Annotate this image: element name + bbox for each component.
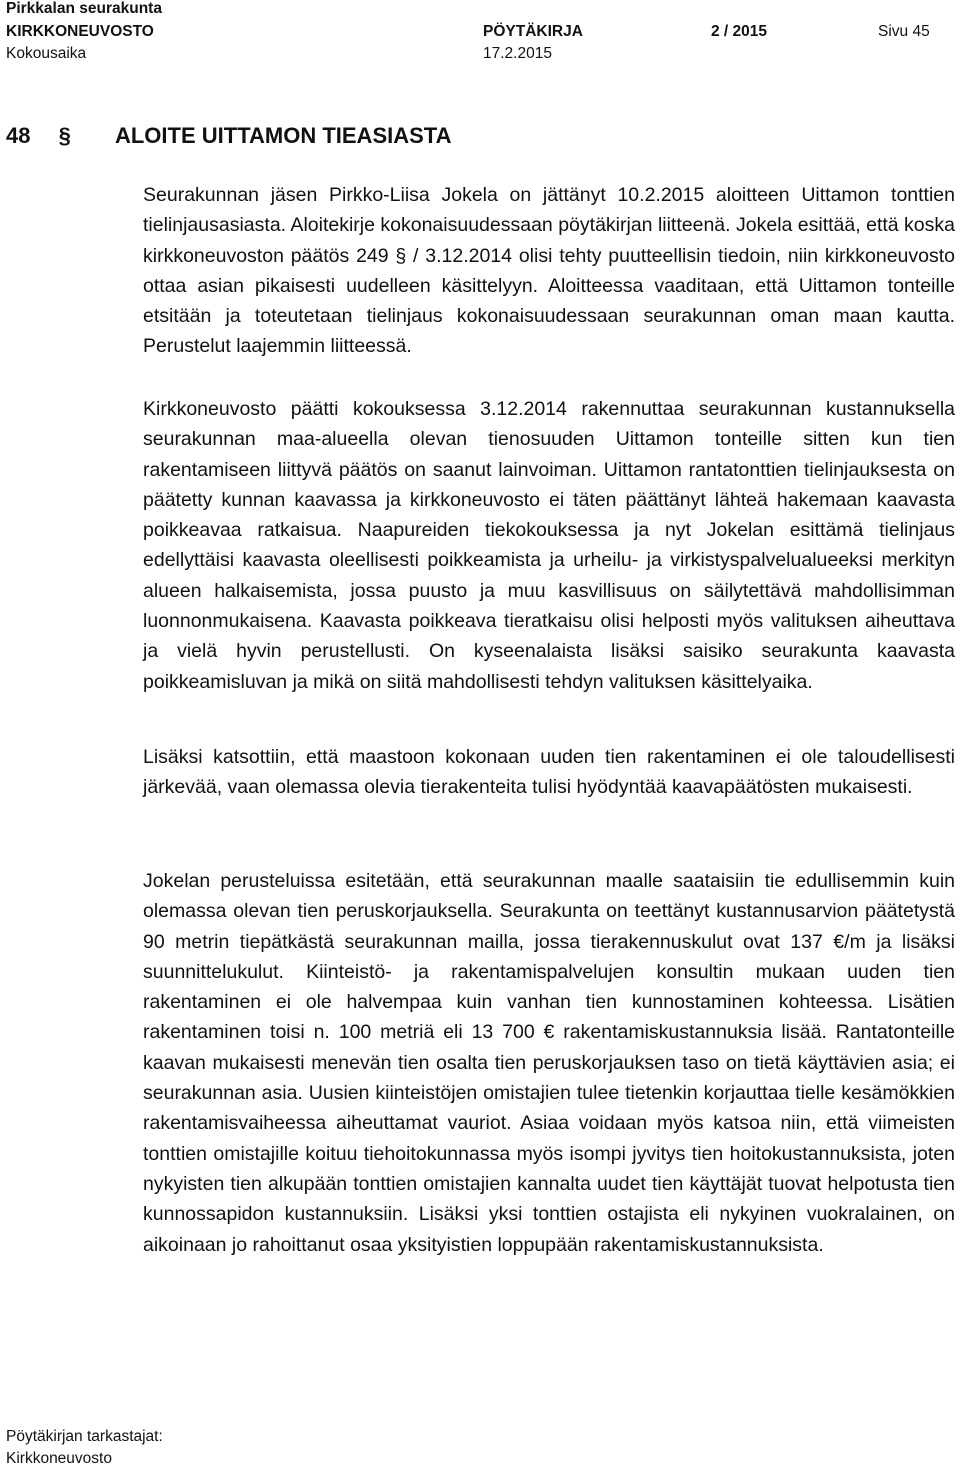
section-symbol: § <box>58 123 71 148</box>
organization-name: Pirkkalan seurakunta <box>6 0 162 17</box>
section-heading <box>6 121 451 151</box>
meeting-time-label: Kokousaika <box>6 45 87 62</box>
page-number: Sivu 45 <box>878 23 930 40</box>
reviewers-label: Pöytäkirjan tarkastajat: <box>6 1428 163 1445</box>
meeting-date: 17.2.2015 <box>483 45 552 62</box>
paragraph-economy: Lisäksi katsottiin, että maastoon kokonaan uuden tien rakentaminen ei ole taloudellisesti järkevää, vaan olemassa olevia tierakenteita tulisi hyödyntää kaavapäätösten mukaisesti. <box>143 746 955 799</box>
document-number: 2 / 2015 <box>711 23 768 40</box>
body-name: KIRKKONEUVOSTO <box>6 23 154 40</box>
document-type: PÖYTÄKIRJA <box>483 23 583 40</box>
section-number: 48 <box>6 123 31 148</box>
paragraph-decision: Kirkkoneuvosto päätti kokouksessa 3.12.2014 rakennuttaa seurakunnan kustannuksella seurakunnan maa-alueella olevan tienosuuden Uittamon tonteille sitten kun tien rakentamiseen liittyvä päätös on saanut lainvoiman. Uittamon rantatonttien tielinjauksesta on päätetty kunnan kaavassa ja kirkkoneuvosto ei täten päättänyt lähteä hakemaan kaavasta poikkeavaa ratkaisua. Naapureiden tiekokouksessa ja nyt Jokelan esittämä tielinjaus edellyttäisi kaavasta oleellisesti poikkeamista ja urheilu- ja virkistyspalvelualueeksi merkityn alueen halkaisemista, jossa puusto ja muu kasvillisuus on säilytettävä mahdollisimman luonnonmukaisena. Kaavasta poikkeava tieratkaisu olisi helposti myös valituksen aiheuttava ja vielä hyvin perustellusti. On kyseenalaista lisäksi saisiko seurakunta kaavasta poikkeamisluvan ja mikä on siitä mahdollisesti tehdyn valituksen käsittelyaika. <box>143 398 955 693</box>
paragraph-initiative: Seurakunnan jäsen Pirkko-Liisa Jokela on jättänyt 10.2.2015 aloitteen Uittamon tonttien tielinjausasiasta. Aloitekirje kokonaisuudessaan pöytäkirjan liitteenä. Jokela esittää, että koska kirkkoneuvoston päätös 249 § / 3.12.2014 olisi tehty puutteellisin tiedoin, niin kirkkoneuvosto ottaa asian pikaisesti uudelleen käsittelyyn. Aloitteessa vaaditaan, että Uittamon tonteille etsitään ja toteutetaan tielinjaus kokonaisuudessaan seurakunnan oman maan kautta. Perustelut laajemmin liitteessä. <box>143 184 955 358</box>
footer-body-label: Kirkkoneuvosto <box>6 1450 112 1467</box>
paragraph-arguments: Jokelan perusteluissa esitetään, että seurakunnan maalle saataisiin tie edullisemmin kuin olemassa olevan tien peruskorjauksella. Seurakunta on teettänyt kustannusarvion päätetystä 90 metrin tiepätkästä seurakunnan mailla, jossa tierakennuskulut ovat 137 €/m ja lisäksi suunnittelukulut. Kiinteistö- ja rakentamispalvelujen konsultin mukaan uuden tien rakentaminen ei ole halvempaa kuin vanhan tien kunnostaminen kohteessa. Lisätien rakentaminen toisi n. 100 metriä eli 13 700 € rakentamiskustannuksia lisää. Rantatonteille kaavan mukaisesti menevän tien osalta tien peruskorjauksen taso on tietä käyttävien asia; ei seurakunnan asia. Uusien kiinteistöjen omistajien tulee tietenkin korjauttaa tielle kesämökkien rakentamisvaiheessa aiheuttamat vauriot. Asiaa voidaan myös katsoa niin, että viimeisten tonttien omistajille koituu tiehoitokunnassa myös isompi jyvitys tien hoitokustannuksista, joten nykyisten tien alkupään tonttien omistajien kannalta uudet tien käyttäjät tuovat helpotusta tien kunnossapidon kustannuksiin. Lisäksi yksi tonttien ostajista eli nykyinen vuokralainen, on aikoinaan jo rahoittanut osaa yksityistien loppupään rakentamiskustannuksista. <box>143 870 955 1256</box>
section-title: ALOITE UITTAMON TIEASIASTA <box>114 123 452 148</box>
